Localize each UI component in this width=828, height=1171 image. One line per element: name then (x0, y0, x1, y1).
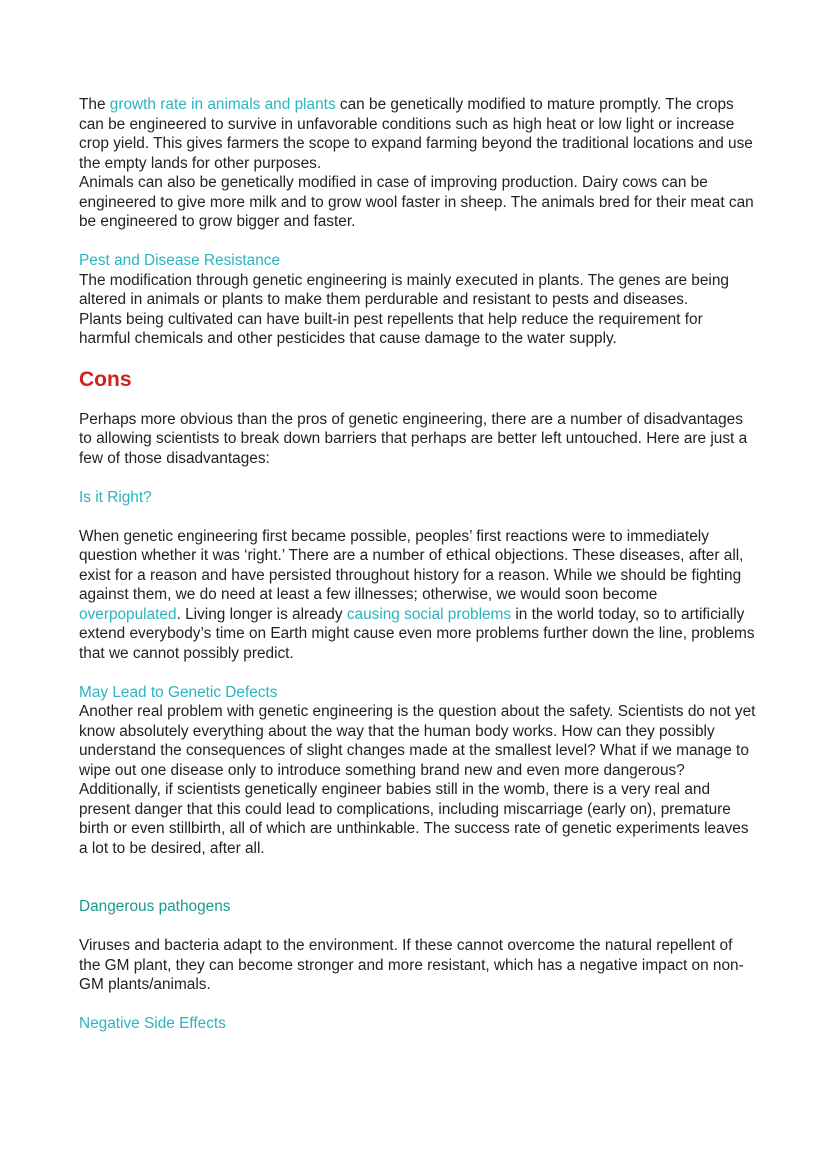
right-text-2: . Living longer is already (176, 605, 347, 623)
pest-paragraph-2: Plants being cultivated can have built-in pest repellents that help reduce the requirement for harmful chemicals and other pesticides that cause damage to the water supply. (79, 310, 703, 347)
genetic-defects-heading[interactable]: May Lead to Genetic Defects (79, 683, 278, 701)
growth-paragraph (79, 95, 758, 173)
spacer (79, 663, 758, 683)
negative-side-effects-heading[interactable]: Negative Side Effects (79, 1015, 226, 1032)
spacer (79, 995, 758, 1015)
spacer (79, 232, 758, 252)
animals-paragraph: Animals can also be genetically modified in case of improving production. Dairy cows can be engineered to give more milk and to grow wool faster in sheep. The animals bred for their meat can be engineered to grow bigger and faster. (79, 174, 754, 230)
overpopulated-link[interactable]: overpopulated (79, 605, 177, 623)
right-text-1: When genetic engineering first became possible, peoples’ first reactions were to immediately question whether it was ‘right.’ There are a number of ethical objections. These diseases, after all, exist for a reason and have persisted throughout history for a reason. While we should be fighting against them, we do need at least a few illnesses; otherwise, we would soon become (79, 527, 744, 603)
spacer (79, 917, 758, 937)
pest-paragraph-1: The modification through genetic engineering is mainly executed in plants. The genes are being altered in animals or plants to make them perdurable and resistant to pests and diseases. (79, 271, 729, 308)
pathogens-paragraph: Viruses and bacteria adapt to the environment. If these cannot overcome the natural repellent of the GM plant, they can become stronger and more resistant, which has a negative impact on non-GM plants/animals. (79, 937, 744, 993)
cons-heading: Cons (79, 367, 132, 391)
spacer (79, 507, 758, 527)
is-it-right-paragraph (79, 527, 758, 664)
dangerous-pathogens-heading: Dangerous pathogens (79, 898, 231, 915)
pest-resistance-heading[interactable]: Pest and Disease Resistance (79, 252, 281, 269)
growth-text-start: The (79, 96, 110, 113)
spacer (79, 858, 758, 878)
spacer (79, 878, 758, 898)
growth-rate-link[interactable]: growth rate in animals and plants (109, 96, 336, 113)
cons-intro-paragraph: Perhaps more obvious than the pros of genetic engineering, there are a number of disadvantages to allowing scientists to break down barriers that perhaps are better left untouched. Here are just a few of those disadvantages: (79, 410, 748, 467)
right-text-3: in the world today, so to artificially extend everybody’s time on Earth might cause even more problems further down the line, problems that we cannot possibly predict. (79, 605, 755, 662)
social-problems-link[interactable]: causing social problems (346, 605, 512, 623)
is-it-right-heading[interactable]: Is it Right? (79, 488, 152, 506)
genetic-defects-paragraph: Another real problem with genetic engineering is the question about the safety. Scientists do not yet know absolutely everything about the way that the human body works. How can they possibly understand the consequences of slight changes made at the smallest level? What if we manage to wipe out one disease only to introduce something brand new and even more dangerous? Additionally, if scientists genetically engineer babies still in the womb, there is a very real and present danger that this could lead to complications, including miscarriage (early on), premature birth or even stillbirth, all of which are unthinkable. The success rate of genetic experiments leaves a lot to be desired, after all. (79, 703, 756, 857)
spacer (79, 468, 758, 488)
growth-text-rest: can be genetically modified to mature promptly. The crops can be engineered to survive in unfavorable conditions such as high heat or low light or increase crop yield. This gives farmers the scope to expand farming beyond the traditional locations and use the empty lands for other purposes. (79, 96, 753, 172)
